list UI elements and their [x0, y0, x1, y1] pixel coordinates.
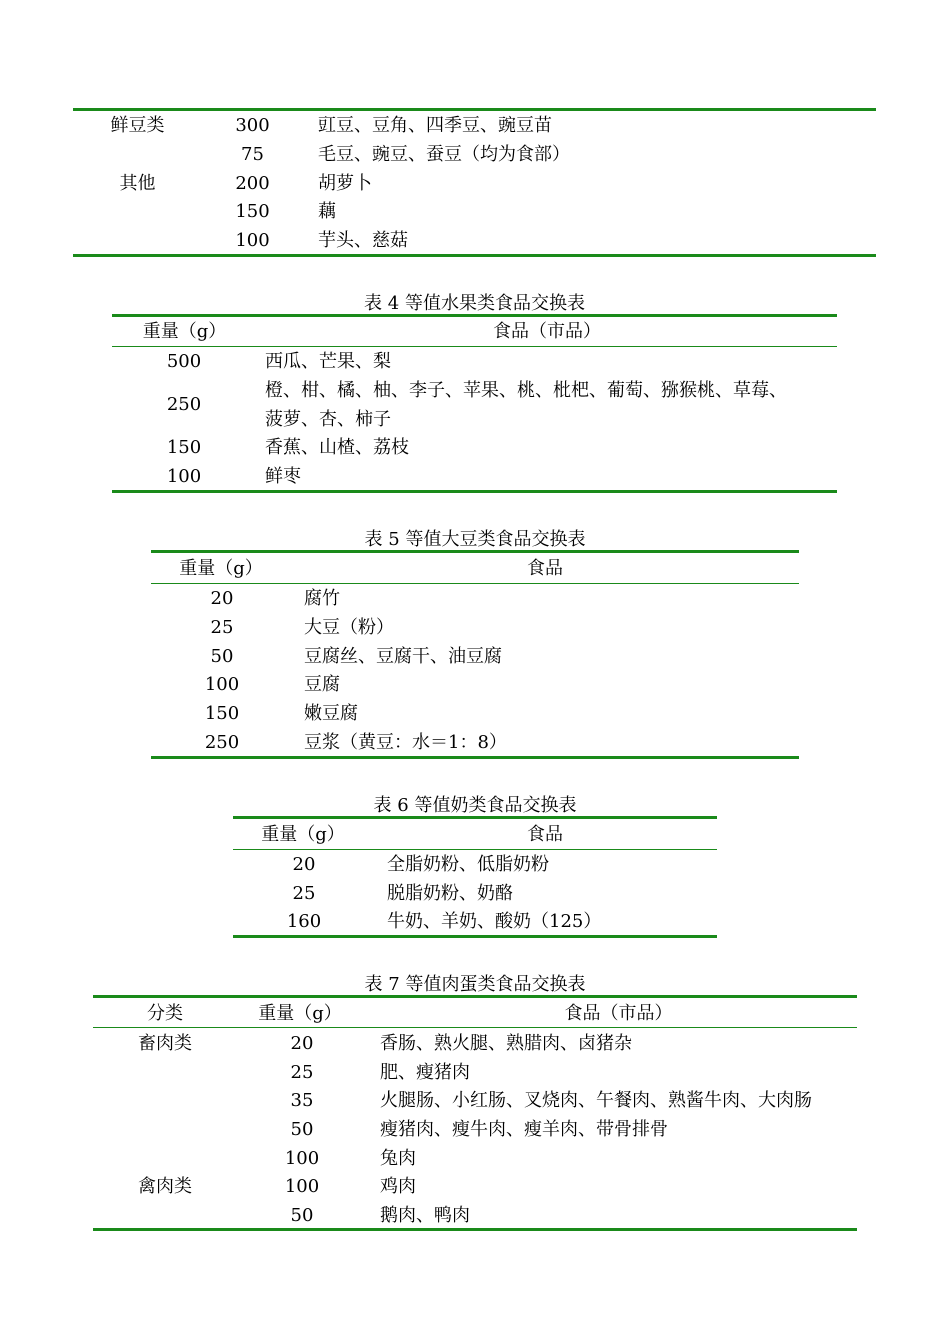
weight-cell: 250 — [204, 732, 240, 753]
food-cell: 脱脂奶粉、奶酪 — [387, 883, 513, 904]
header-rule — [112, 346, 837, 347]
top-rule — [233, 816, 717, 819]
food-cell: 藕 — [318, 201, 336, 222]
top-rule — [112, 314, 837, 317]
bottom-rule — [233, 935, 717, 938]
weight-cell: 100 — [284, 1176, 320, 1197]
food-cell: 橙、柑、橘、柚、李子、苹果、桃、枇杷、葡萄、猕猴桃、草莓、 — [265, 380, 787, 401]
top-rule — [73, 108, 876, 111]
food-cell: 豇豆、豆角、四季豆、豌豆苗 — [318, 115, 552, 136]
column-header: 重量（g） — [179, 558, 263, 579]
food-cell: 西瓜、芒果、梨 — [265, 351, 391, 372]
food-cell: 全脂奶粉、低脂奶粉 — [387, 854, 549, 875]
food-cell: 鹅肉、鸭肉 — [380, 1205, 470, 1226]
weight-cell: 20 — [210, 588, 234, 609]
header-rule — [151, 583, 799, 584]
weight-cell: 150 — [235, 201, 270, 222]
food-cell: 豆腐丝、豆腐干、油豆腐 — [304, 646, 502, 667]
weight-cell: 100 — [235, 230, 270, 251]
food-cell: 牛奶、羊奶、酸奶（125） — [387, 911, 602, 932]
column-header: 分类 — [147, 1003, 183, 1024]
weight-cell: 250 — [166, 394, 202, 415]
weight-cell: 50 — [210, 646, 234, 667]
weight-cell: 200 — [235, 173, 270, 194]
category-cell: 禽肉类 — [138, 1176, 192, 1197]
column-header: 食品 — [527, 824, 563, 845]
bottom-rule — [151, 756, 799, 759]
table-title: 表 7 等值肉蛋类食品交换表 — [364, 974, 586, 995]
food-cell: 香蕉、山楂、荔枝 — [265, 437, 409, 458]
food-cell: 鸡肉 — [380, 1176, 416, 1197]
bottom-rule — [73, 254, 876, 257]
column-header: 食品（市品） — [493, 321, 601, 342]
table-title: 表 5 等值大豆类食品交换表 — [364, 529, 586, 550]
food-cell: 兔肉 — [380, 1148, 416, 1169]
column-header: 重量（g） — [261, 824, 345, 845]
column-header: 重量（g） — [142, 321, 227, 342]
weight-cell: 50 — [290, 1119, 314, 1140]
food-cell: 毛豆、豌豆、蚕豆（均为食部） — [318, 144, 570, 165]
category-cell: 鲜豆类 — [110, 115, 165, 136]
food-cell: 腐竹 — [304, 588, 340, 609]
header-rule — [93, 1027, 857, 1028]
weight-cell: 75 — [241, 144, 264, 165]
category-cell: 其他 — [119, 173, 156, 194]
food-cell: 胡萝卜 — [318, 173, 372, 194]
bottom-rule — [93, 1228, 857, 1231]
weight-cell: 50 — [290, 1205, 314, 1226]
food-cell: 瘦猪肉、瘦牛肉、瘦羊肉、带骨排骨 — [380, 1119, 668, 1140]
food-cell: 豆腐 — [304, 674, 340, 695]
food-cell: 嫩豆腐 — [304, 703, 358, 724]
weight-cell: 150 — [204, 703, 240, 724]
table-title: 表 4 等值水果类食品交换表 — [364, 293, 585, 314]
weight-cell: 100 — [166, 466, 202, 487]
weight-cell: 100 — [204, 674, 240, 695]
header-rule — [233, 849, 717, 850]
weight-cell: 25 — [210, 617, 234, 638]
weight-cell: 25 — [290, 1062, 314, 1083]
column-header: 重量（g） — [258, 1003, 342, 1024]
weight-cell: 500 — [166, 351, 202, 372]
top-rule — [151, 550, 799, 553]
bottom-rule — [112, 490, 837, 493]
top-rule — [93, 995, 857, 998]
food-cell: 火腿肠、小红肠、叉烧肉、午餐肉、熟酱牛肉、大肉肠 — [380, 1090, 812, 1111]
column-header: 食品 — [527, 558, 563, 579]
category-cell: 畜肉类 — [138, 1033, 192, 1054]
weight-cell: 20 — [292, 854, 316, 875]
food-cell: 豆浆（黄豆：水＝1：8） — [304, 732, 507, 753]
food-cell: 大豆（粉） — [304, 617, 394, 638]
weight-cell: 35 — [290, 1090, 314, 1111]
weight-cell: 150 — [166, 437, 202, 458]
weight-cell: 160 — [286, 911, 322, 932]
weight-cell: 100 — [284, 1148, 320, 1169]
food-cell: 芋头、慈菇 — [318, 230, 408, 251]
weight-cell: 300 — [235, 115, 270, 136]
column-header: 食品（市品） — [564, 1003, 673, 1024]
weight-cell: 25 — [292, 883, 316, 904]
weight-cell: 20 — [290, 1033, 314, 1054]
food-cell: 鲜枣 — [265, 466, 301, 487]
table-title: 表 6 等值奶类食品交换表 — [373, 795, 577, 816]
food-cell: 肥、瘦猪肉 — [380, 1062, 470, 1083]
food-cell-continued: 菠萝、杏、柿子 — [265, 409, 391, 430]
food-cell: 香肠、熟火腿、熟腊肉、卤猪杂 — [380, 1033, 632, 1054]
